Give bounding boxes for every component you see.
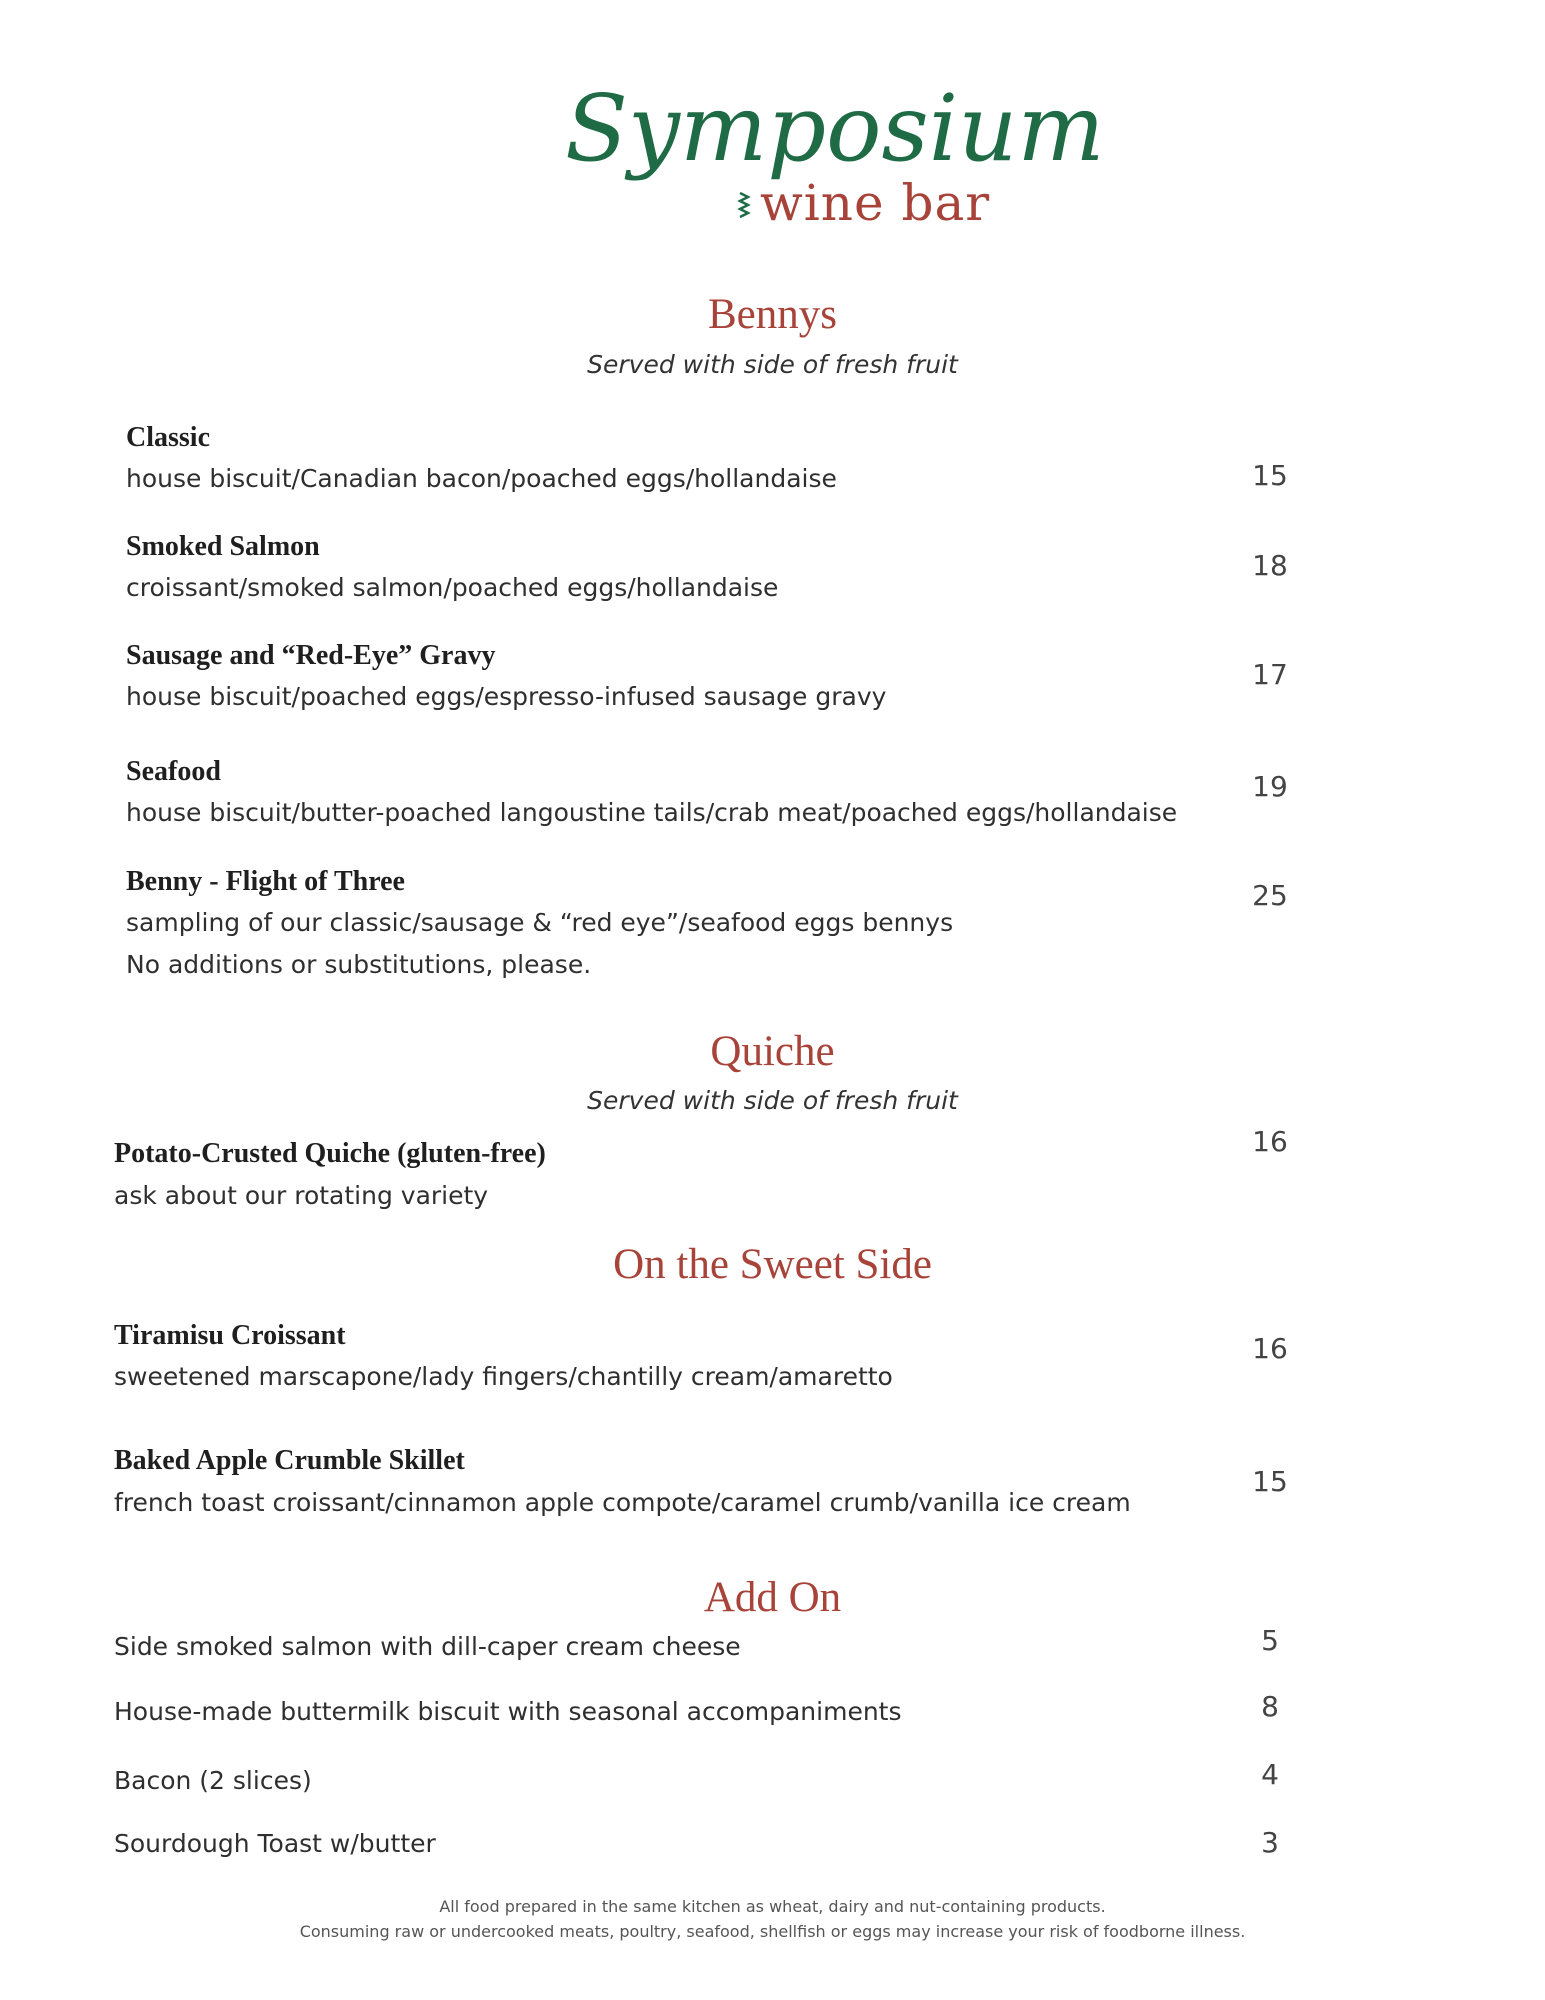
section-subtitle-bennys: Served with side of fresh fruit (587, 350, 958, 379)
item-description: croissant/smoked salmon/poached eggs/hollandaise (126, 573, 779, 602)
brand-script-name: Symposium (565, 75, 1105, 182)
brand-subtitle: wine bar (760, 174, 991, 232)
addon-item: Side smoked salmon with dill-caper cream cheese (114, 1632, 741, 1661)
item-name: Smoked Salmon (126, 531, 320, 562)
item-description: french toast croissant/cinnamon apple compote/caramel crumb/vanilla ice cream (114, 1488, 1131, 1517)
footer-disclaimer (0, 1895, 1545, 1945)
footer-line-2: Consuming raw or undercooked meats, poultry, seafood, shellfish or eggs may increase your risk of foodborne illness. (299, 1921, 1246, 1941)
section-title-quiche: Quiche (710, 1028, 835, 1075)
addon-price: 4 (1261, 1758, 1279, 1791)
addon-price: 3 (1261, 1826, 1279, 1859)
item-price: 19 (1252, 770, 1288, 803)
item-description: house biscuit/Canadian bacon/poached eggs/hollandaise (126, 464, 837, 493)
item-name: Benny - Flight of Three (126, 866, 405, 897)
item-name: Classic (126, 422, 210, 453)
item-price: 15 (1252, 459, 1288, 492)
addon-price: 8 (1261, 1690, 1279, 1723)
addon-item: Sourdough Toast w/butter (114, 1829, 436, 1858)
section-subtitle-quiche: Served with side of fresh fruit (587, 1086, 958, 1115)
item-price: 25 (1252, 879, 1288, 912)
item-name: Potato-Crusted Quiche (gluten-free) (114, 1138, 546, 1169)
item-description: sampling of our classic/sausage & “red eye”/seafood eggs bennys (126, 908, 954, 937)
item-price: 16 (1252, 1125, 1288, 1158)
item-description: house biscuit/poached eggs/espresso-infused sausage gravy (126, 682, 887, 711)
item-price: 16 (1252, 1332, 1288, 1365)
item-name: Baked Apple Crumble Skillet (114, 1445, 465, 1476)
item-price: 15 (1252, 1465, 1288, 1498)
item-note: No additions or substitutions, please. (126, 950, 592, 979)
item-description: sweetened marscapone/lady fingers/chantilly cream/amaretto (114, 1362, 893, 1391)
item-name: Seafood (126, 756, 221, 787)
item-description: ask about our rotating variety (114, 1181, 489, 1210)
addon-item: Bacon (2 slices) (114, 1766, 312, 1795)
item-name: Tiramisu Croissant (114, 1320, 346, 1351)
footer-line-1: All food prepared in the same kitchen as wheat, dairy and nut-containing products. (439, 1897, 1106, 1916)
item-name: Sausage and “Red-Eye” Gravy (126, 640, 496, 671)
addon-price: 5 (1261, 1624, 1279, 1657)
section-title-sweet: On the Sweet Side (613, 1241, 932, 1288)
addon-item: House-made buttermilk biscuit with seasonal accompaniments (114, 1697, 902, 1726)
section-title-bennys: Bennys (708, 291, 837, 338)
item-description: house biscuit/butter-poached langoustine tails/crab meat/poached eggs/hollandaise (126, 798, 1178, 827)
section-title-addon: Add On (703, 1574, 842, 1621)
item-price: 18 (1252, 549, 1288, 582)
item-price: 17 (1252, 658, 1288, 691)
corkscrew-icon (740, 193, 748, 217)
